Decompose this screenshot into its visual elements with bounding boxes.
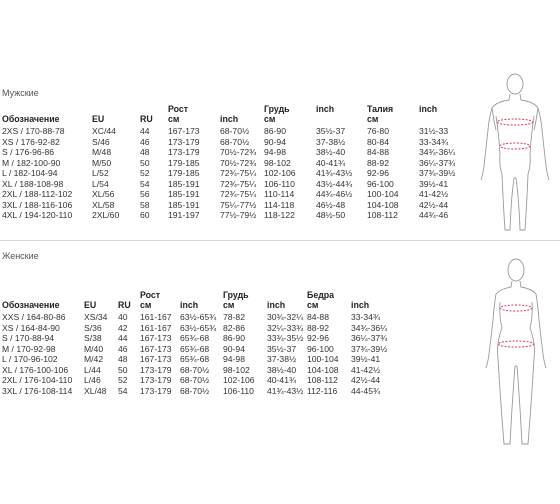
table-cell: 191-197	[168, 210, 200, 221]
table-cell: XS/34	[84, 312, 108, 323]
table-cell: 96-100	[307, 343, 334, 354]
column-header: inch	[267, 300, 286, 310]
column-header: Рост см	[168, 104, 189, 124]
table-cell: 86-90	[223, 333, 245, 344]
table-cell: M / 170-92-98	[2, 343, 56, 354]
table-cell: 100-104	[307, 354, 339, 365]
column-header: inch	[180, 300, 199, 310]
table-cell: 167-173	[140, 333, 172, 344]
table-cell: 106-110	[223, 385, 254, 396]
men-size-table	[2, 104, 459, 221]
table-cell: 173-179	[140, 385, 172, 396]
table-cell: 35½-37	[316, 126, 346, 137]
column-header: RU	[140, 114, 153, 124]
table-row	[2, 365, 391, 376]
table-cell: 41-42½	[419, 189, 449, 200]
women-section-title: Женские	[2, 251, 39, 261]
table-row	[2, 147, 459, 158]
table-row	[2, 137, 459, 148]
table-cell: 90-94	[223, 343, 245, 354]
table-cell: 38½-40	[267, 364, 297, 375]
table-row	[2, 200, 459, 211]
table-cell: 108-112	[307, 375, 338, 386]
table-cell: 68-70½	[180, 385, 210, 396]
table-cell: 44¾-46	[419, 210, 449, 221]
table-cell: 72¾-75¼	[220, 189, 257, 200]
table-cell: 104-108	[307, 364, 339, 375]
table-cell: 102-106	[223, 375, 255, 386]
column-header: Рост см	[140, 290, 161, 310]
table-cell: 50	[118, 364, 128, 375]
table-cell: 68-70½	[180, 375, 210, 386]
table-cell: 65¾-68	[180, 354, 210, 365]
table-row	[2, 168, 459, 179]
column-header: inch	[220, 114, 239, 124]
table-cell: 185-191	[168, 178, 200, 189]
table-cell: M/48	[92, 147, 112, 158]
column-header: RU	[118, 300, 131, 310]
table-cell: 82-86	[223, 322, 245, 333]
table-row	[2, 344, 391, 355]
table-cell: 32¼-33¾	[267, 322, 304, 333]
table-cell: 54	[140, 178, 150, 189]
column-header: Грудь см	[264, 104, 290, 124]
table-row	[2, 333, 391, 344]
table-cell: 60	[140, 210, 150, 221]
table-row	[2, 354, 391, 365]
table-cell: 44	[140, 126, 150, 137]
table-cell: 94-98	[223, 354, 245, 365]
table-cell: 75¼-77½	[220, 199, 257, 210]
table-cell: 48	[140, 147, 150, 158]
table-cell: 68-70½	[220, 126, 250, 137]
table-cell: 42½-44	[419, 199, 449, 210]
table-cell: 37¾-39½	[419, 168, 456, 179]
table-cell: 92-96	[367, 168, 389, 179]
column-header: inch	[316, 104, 335, 114]
column-header: inch	[419, 104, 438, 114]
table-cell: 179-185	[168, 168, 200, 179]
table-cell: 46½-48	[316, 199, 346, 210]
table-cell: 94-98	[264, 147, 286, 158]
table-cell: 34¾-36¼	[351, 322, 388, 333]
column-header: EU	[92, 114, 105, 124]
table-cell: 173-179	[168, 147, 200, 158]
table-cell: L / 170-96-102	[2, 354, 58, 365]
table-cell: 100-104	[367, 189, 399, 200]
table-row	[2, 312, 391, 323]
table-cell: 48	[118, 354, 128, 365]
table-cell: L/44	[84, 364, 101, 375]
table-cell: 48½-50	[316, 210, 346, 221]
table-cell: 179-185	[168, 157, 200, 168]
table-cell: 4XL / 194-120-110	[2, 210, 73, 221]
table-cell: 98-102	[223, 364, 250, 375]
table-cell: 167-173	[140, 354, 172, 365]
table-cell: 185-191	[168, 199, 200, 210]
table-cell: 40	[118, 312, 128, 323]
table-cell: 44	[118, 333, 128, 344]
table-cell: 90-94	[264, 136, 286, 147]
table-cell: L/46	[84, 375, 101, 386]
table-cell: 161-167	[140, 312, 172, 323]
table-cell: 2XL / 176-104-110	[2, 375, 73, 386]
column-header: EU	[84, 300, 97, 310]
table-cell: 106-110	[264, 178, 295, 189]
table-cell: 39½-41	[419, 178, 449, 189]
table-cell: 77½-79½	[220, 210, 257, 221]
table-cell: 92-96	[307, 333, 329, 344]
table-cell: 65¾-68	[180, 343, 210, 354]
table-cell: XS / 164-84-90	[2, 322, 60, 333]
table-cell: M / 182-100-90	[2, 157, 61, 168]
table-cell: 118-122	[264, 210, 295, 221]
table-cell: 44¾-46½	[316, 189, 353, 200]
table-cell: 70½-72¾	[220, 147, 257, 158]
table-cell: 114-118	[264, 199, 295, 210]
table-cell: 84-88	[367, 147, 389, 158]
table-cell: 31½-33	[419, 126, 449, 137]
table-cell: 52	[140, 168, 150, 179]
table-cell: 30¾-32¼	[267, 312, 304, 323]
table-cell: 98-102	[264, 157, 291, 168]
table-cell: 38½-40	[316, 147, 346, 158]
table-cell: 43½-44¾	[316, 178, 353, 189]
women-size-table	[2, 290, 391, 396]
table-cell: 37¾-39½	[351, 343, 388, 354]
table-cell: 65¾-68	[180, 333, 210, 344]
column-header: Бедра см	[307, 290, 335, 310]
table-cell: 36¼-37¾	[419, 157, 456, 168]
table-cell: S / 170-88-94	[2, 333, 55, 344]
column-header: inch	[351, 300, 370, 310]
table-cell: 68-70½	[220, 136, 250, 147]
table-cell: 46	[140, 136, 150, 147]
table-cell: 63½-65¾	[180, 312, 217, 323]
table-cell: 76-80	[367, 126, 389, 137]
table-cell: 52	[118, 375, 128, 386]
table-row	[2, 323, 391, 334]
table-cell: 63½-65¾	[180, 322, 217, 333]
table-cell: 102-106	[264, 168, 296, 179]
table-row	[2, 158, 459, 169]
column-header: Обозначение	[2, 300, 60, 310]
table-cell: M/42	[84, 354, 104, 365]
table-row	[2, 375, 391, 386]
table-cell: 2XL / 188-112-102	[2, 189, 73, 200]
table-cell: S/38	[84, 333, 102, 344]
table-cell: XL/48	[84, 385, 107, 396]
table-cell: 37-38½	[316, 136, 346, 147]
table-cell: L/54	[92, 178, 109, 189]
table-cell: 84-88	[307, 312, 329, 323]
table-cell: 33-34¾	[351, 312, 381, 323]
column-header: Талия см	[367, 104, 394, 124]
table-cell: 54	[118, 385, 128, 396]
table-cell: 161-167	[140, 322, 172, 333]
table-cell: 78-82	[223, 312, 245, 323]
table-cell: 34¾-36¼	[419, 147, 456, 158]
table-cell: 112-116	[307, 385, 338, 396]
table-cell: XS / 176-92-82	[2, 136, 60, 147]
table-cell: 58	[140, 199, 150, 210]
table-cell: 50	[140, 157, 150, 168]
table-cell: 39½-41	[351, 354, 381, 365]
table-cell: 68-70½	[180, 364, 210, 375]
table-cell: 96-100	[367, 178, 394, 189]
table-cell: 44-45¾	[351, 385, 381, 396]
table-cell: 41¾-43½	[316, 168, 353, 179]
table-cell: 72¾-75¼	[220, 168, 257, 179]
table-cell: 37-38½	[267, 354, 297, 365]
table-cell: 173-179	[168, 136, 200, 147]
column-header: Обозначение	[2, 114, 60, 124]
table-cell: 33¾-35½	[267, 333, 304, 344]
table-cell: XXS / 164-80-86	[2, 312, 66, 323]
table-header-row	[2, 104, 459, 126]
table-cell: 70½-72¾	[220, 157, 257, 168]
table-cell: 46	[118, 343, 128, 354]
column-header: Грудь см	[223, 290, 249, 310]
table-cell: 41-42½	[351, 364, 381, 375]
table-cell: XL/58	[92, 199, 115, 210]
table-cell: 33-34¾	[419, 136, 449, 147]
table-cell: 167-173	[168, 126, 200, 137]
table-cell: XL/56	[92, 189, 115, 200]
female-body-figure	[476, 254, 556, 454]
table-cell: S/36	[84, 322, 102, 333]
table-header-row	[2, 290, 391, 312]
table-cell: S / 176-96-86	[2, 147, 55, 158]
table-cell: 86-90	[264, 126, 286, 137]
table-cell: 2XS / 170-88-78	[2, 126, 65, 137]
table-cell: 167-173	[140, 343, 172, 354]
table-cell: M/50	[92, 157, 112, 168]
table-row	[2, 189, 459, 200]
table-cell: 3XL / 188-116-106	[2, 199, 73, 210]
table-cell: XL / 176-100-106	[2, 364, 69, 375]
table-cell: 36¼-37¾	[351, 333, 388, 344]
table-cell: 173-179	[140, 364, 172, 375]
table-cell: 88-92	[307, 322, 329, 333]
table-cell: 80-84	[367, 136, 389, 147]
table-cell: 40-41¾	[316, 157, 346, 168]
table-cell: 88-92	[367, 157, 389, 168]
table-cell: XC/44	[92, 126, 116, 137]
table-cell: 72¾-75¼	[220, 178, 257, 189]
table-cell: S/46	[92, 136, 110, 147]
table-row	[2, 210, 459, 221]
table-cell: 42½-44	[351, 375, 381, 386]
table-cell: 40-41¾	[267, 375, 297, 386]
table-cell: M/40	[84, 343, 104, 354]
table-row	[2, 126, 459, 137]
table-cell: L/52	[92, 168, 109, 179]
table-cell: 42	[118, 322, 128, 333]
table-cell: XL / 188-108-98	[2, 178, 64, 189]
table-cell: L / 182-104-94	[2, 168, 58, 179]
male-body-figure	[472, 70, 558, 240]
table-cell: 2XL/60	[92, 210, 120, 221]
table-cell: 3XL / 176-108-114	[2, 385, 73, 396]
table-cell: 173-179	[140, 375, 172, 386]
table-cell: 108-112	[367, 210, 398, 221]
table-cell: 110-114	[264, 189, 295, 200]
table-row	[2, 179, 459, 190]
table-cell: 104-108	[367, 199, 399, 210]
table-cell: 35½-37	[267, 343, 297, 354]
table-cell: 185-191	[168, 189, 200, 200]
section-divider	[0, 240, 560, 241]
table-cell: 56	[140, 189, 150, 200]
table-row	[2, 386, 391, 397]
table-cell: 41¾-43½	[267, 385, 304, 396]
men-section-title: Мужские	[2, 88, 39, 98]
